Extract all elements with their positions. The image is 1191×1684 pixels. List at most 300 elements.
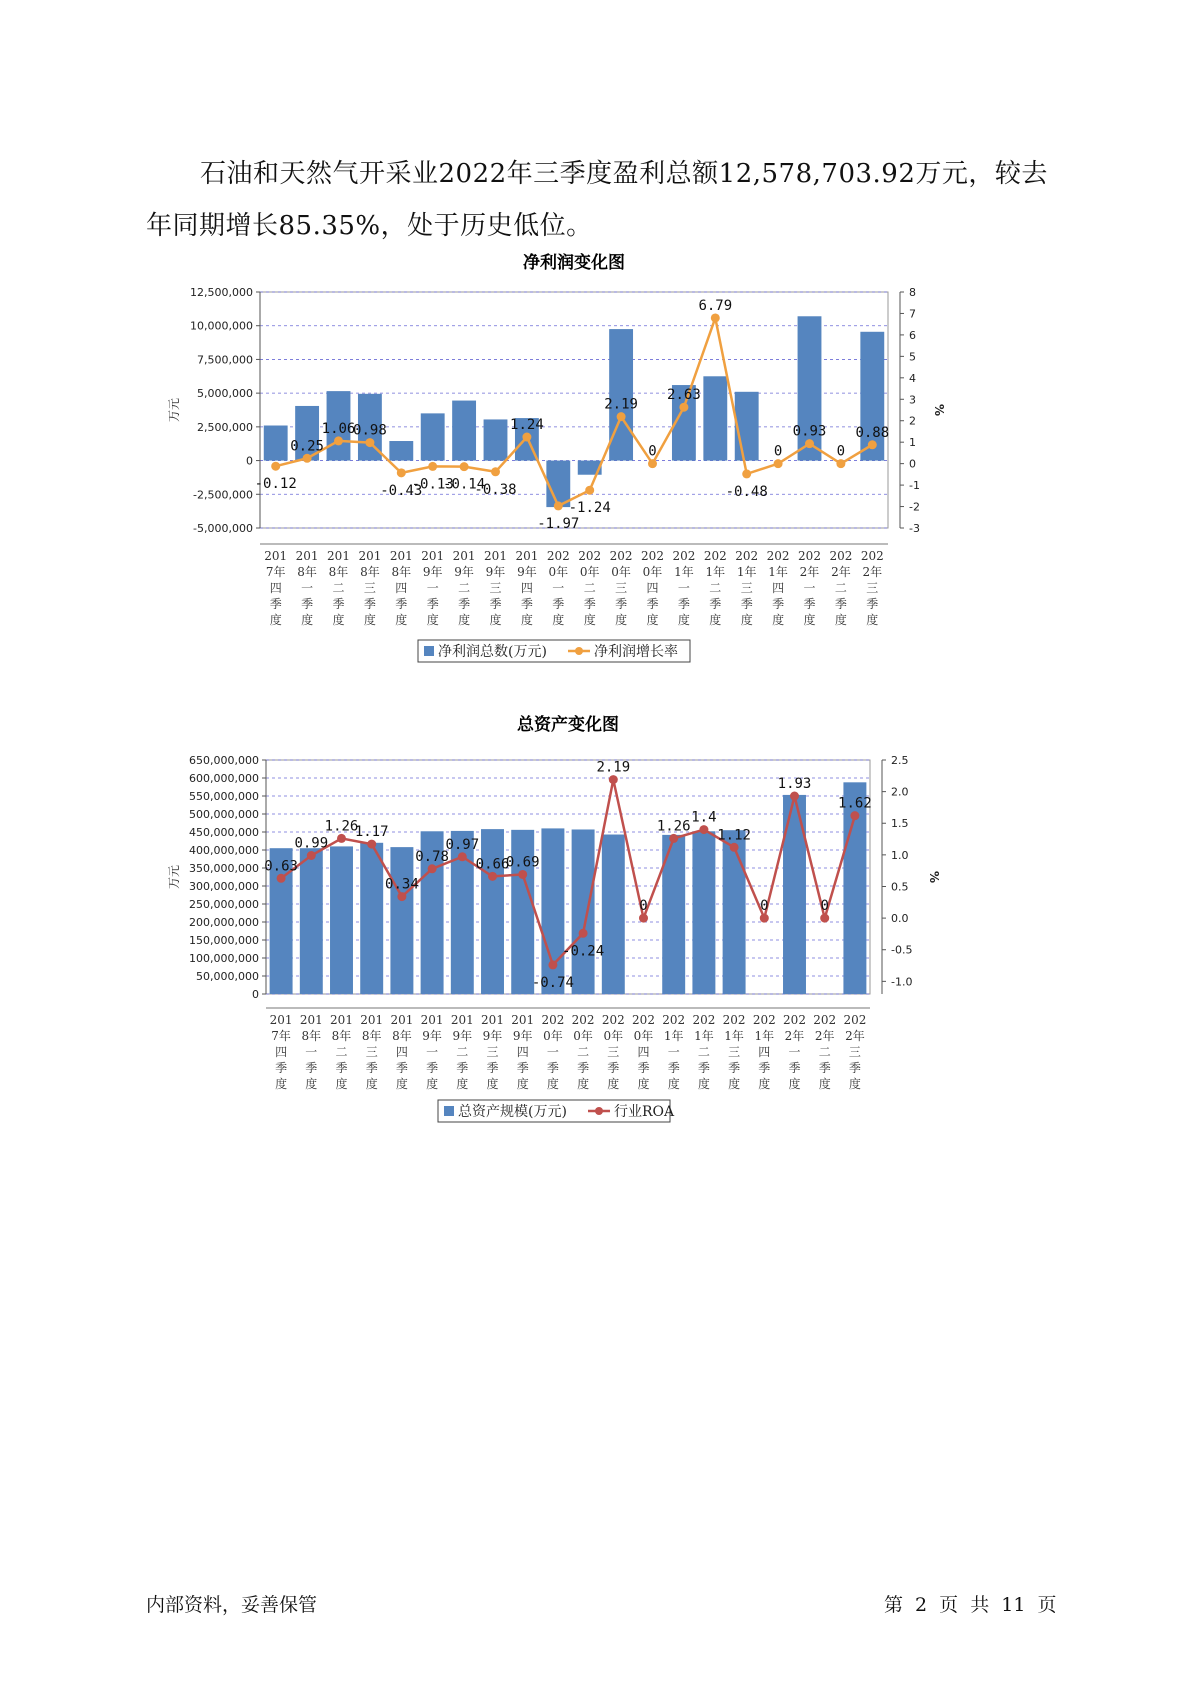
x-tick-label: 三 — [489, 581, 502, 595]
data-label: 0.98 — [353, 422, 387, 439]
data-label: -0.12 — [254, 476, 297, 493]
y-tick-label: 200,000,000 — [189, 916, 259, 929]
y2-tick-label: 2 — [909, 414, 916, 428]
x-tick-label: 度 — [458, 613, 471, 627]
x-tick-label: 三 — [866, 581, 879, 595]
x-tick-label: 202 — [641, 549, 664, 563]
bar — [546, 461, 570, 508]
x-tick-label: 四 — [520, 581, 533, 595]
bar — [452, 401, 476, 461]
x-tick-label: 一 — [301, 581, 314, 595]
y2-axis-label: % — [932, 403, 946, 417]
bar — [390, 847, 413, 994]
data-label: 0 — [820, 898, 829, 915]
x-tick-label: 2年 — [799, 565, 820, 579]
x-tick-label: 季 — [740, 597, 753, 611]
x-tick-label: 202 — [813, 1013, 837, 1027]
x-tick-label: 度 — [646, 613, 659, 627]
x-tick-label: 1年 — [724, 1029, 744, 1043]
x-tick-label: 8年 — [297, 565, 317, 579]
x-tick-label: 三 — [607, 1045, 620, 1059]
x-tick-label: 7年 — [271, 1029, 291, 1043]
x-tick-label: 201 — [515, 549, 539, 563]
x-tick-label: 四 — [758, 1045, 771, 1059]
y2-tick-label: -0.5 — [891, 943, 913, 957]
total-assets-chart-svg — [167, 715, 970, 1240]
y-tick-label: 600,000,000 — [189, 772, 259, 785]
x-tick-label: 二 — [458, 581, 471, 595]
x-tick-label: 度 — [363, 613, 376, 627]
y-tick-label: 12,500,000 — [190, 286, 253, 299]
line-point — [367, 840, 376, 849]
x-tick-label: 201 — [269, 1013, 293, 1027]
x-tick-label: 季 — [426, 597, 439, 611]
x-tick-label: 度 — [489, 613, 502, 627]
x-tick-label: 201 — [330, 1013, 353, 1027]
x-tick-label: 2年 — [862, 565, 883, 579]
data-label: 0 — [836, 443, 846, 460]
x-tick-label: 8年 — [361, 1029, 382, 1043]
x-tick-label: 201 — [420, 1013, 444, 1027]
line-point — [648, 459, 657, 468]
x-tick-label: 四 — [646, 581, 659, 595]
y-tick-label: 550,000,000 — [189, 790, 259, 803]
x-tick-label: 202 — [703, 549, 727, 563]
bar — [572, 829, 595, 994]
legend-bar-swatch — [444, 1106, 454, 1116]
data-label: 1.62 — [838, 795, 872, 812]
x-tick-label: 度 — [788, 1077, 801, 1091]
x-tick-label: 0年 — [642, 565, 663, 579]
line-point — [609, 775, 618, 784]
data-label: -1.97 — [537, 515, 580, 532]
x-tick-label: 季 — [520, 597, 533, 611]
y-tick-label: -5,000,000 — [193, 522, 253, 535]
line-point — [760, 914, 769, 923]
x-tick-label: 度 — [667, 1077, 680, 1091]
x-tick-label: 201 — [484, 549, 507, 563]
x-tick-label: 一 — [546, 1045, 559, 1059]
data-label: 0.78 — [415, 848, 449, 865]
total-assets-chart — [167, 715, 970, 1240]
data-label: 1.26 — [324, 818, 359, 835]
data-label: 0.34 — [385, 876, 419, 893]
x-tick-label: 度 — [803, 613, 816, 627]
y2-tick-label: -3 — [909, 522, 920, 535]
x-tick-label: 季 — [577, 1061, 590, 1075]
x-tick-label: 202 — [632, 1013, 655, 1027]
line-point — [518, 870, 527, 879]
line-point — [774, 459, 783, 468]
x-tick-label: 度 — [709, 613, 722, 627]
data-label: 1.06 — [321, 420, 356, 437]
x-tick-label: 季 — [458, 597, 471, 611]
x-tick-label: 8年 — [391, 565, 412, 579]
y2-tick-label: 2.5 — [891, 754, 909, 767]
y-tick-label: -2,500,000 — [193, 488, 253, 502]
legend-line-label: 净利润增长率 — [594, 644, 678, 660]
x-tick-label: 季 — [607, 1061, 620, 1075]
x-tick-label: 四 — [275, 1045, 288, 1059]
x-tick-label: 一 — [677, 581, 690, 595]
x-tick-label: 四 — [395, 1045, 408, 1059]
x-tick-label: 度 — [607, 1077, 620, 1091]
x-tick-label: 2年 — [831, 565, 851, 579]
x-tick-label: 度 — [552, 613, 565, 627]
x-tick-label: 202 — [662, 1013, 686, 1027]
line-point — [428, 462, 437, 471]
x-tick-label: 202 — [571, 1013, 595, 1027]
x-tick-label: 季 — [275, 1061, 288, 1075]
y2-tick-label: -1 — [909, 479, 920, 493]
data-label: 1.4 — [691, 809, 717, 826]
x-tick-label: 四 — [637, 1045, 650, 1059]
bar — [703, 376, 727, 460]
y-tick-label: 10,000,000 — [190, 319, 253, 333]
line-point — [699, 825, 708, 834]
x-tick-label: 8年 — [392, 1029, 412, 1043]
legend-bar-label: 总资产规模(万元) — [458, 1104, 567, 1120]
line-point — [579, 929, 588, 938]
x-tick-label: 1年 — [663, 1029, 684, 1043]
x-tick-label: 四 — [269, 581, 282, 595]
x-tick-label: 季 — [583, 597, 596, 611]
legend-bar-label: 净利润总数(万元) — [438, 644, 547, 660]
x-tick-label: 8年 — [328, 565, 349, 579]
x-tick-label: 度 — [728, 1077, 741, 1091]
x-tick-label: 一 — [667, 1045, 680, 1059]
bar — [330, 846, 353, 994]
data-label: 0.97 — [445, 836, 480, 853]
y-axis-label: 万元 — [167, 864, 181, 890]
y-tick-label: 450,000,000 — [189, 826, 259, 839]
x-tick-label: 0年 — [603, 1029, 624, 1043]
x-tick-label: 四 — [772, 581, 785, 595]
x-tick-label: 季 — [335, 1061, 348, 1075]
line-point — [730, 843, 739, 852]
line-point — [397, 892, 406, 901]
x-tick-label: 季 — [305, 1061, 318, 1075]
x-tick-label: 一 — [552, 581, 565, 595]
x-tick-label: 9年 — [512, 1029, 533, 1043]
y2-tick-label: 7 — [909, 307, 916, 321]
x-tick-label: 季 — [546, 1061, 559, 1075]
x-tick-label: 201 — [450, 1013, 474, 1027]
line-point — [617, 412, 626, 421]
data-label: 1.93 — [777, 776, 812, 793]
bar — [264, 426, 288, 461]
data-label: 0.66 — [475, 856, 510, 873]
line-point — [458, 852, 467, 861]
y2-tick-label: 2.0 — [891, 785, 909, 799]
x-tick-label: 202 — [860, 549, 884, 563]
x-tick-label: 度 — [486, 1077, 499, 1091]
x-tick-label: 201 — [421, 549, 445, 563]
line-point — [522, 433, 531, 442]
data-label: -0.74 — [531, 974, 574, 991]
x-tick-label: 一 — [426, 1045, 439, 1059]
line-point — [488, 872, 497, 881]
bar — [484, 419, 508, 460]
line-point — [805, 439, 814, 448]
x-tick-label: 9年 — [482, 1029, 503, 1043]
x-tick-label: 季 — [834, 597, 847, 611]
bar — [692, 831, 715, 994]
y2-tick-label: 8 — [909, 286, 916, 299]
plot-area — [260, 292, 888, 528]
data-label: 0 — [760, 898, 769, 915]
x-tick-label: 202 — [601, 1013, 625, 1027]
x-tick-label: 201 — [264, 549, 288, 563]
line-point — [460, 462, 469, 471]
x-tick-label: 二 — [697, 1045, 710, 1059]
x-tick-label: 202 — [578, 549, 602, 563]
bar — [389, 441, 413, 461]
x-tick-label: 三 — [363, 581, 376, 595]
y2-tick-label: 6 — [909, 328, 916, 342]
x-tick-label: 三 — [365, 1045, 378, 1059]
legend-bar-swatch — [424, 646, 434, 656]
y-tick-label: 100,000,000 — [189, 952, 259, 965]
data-label: 2.19 — [604, 396, 638, 413]
x-tick-label: 度 — [365, 1077, 378, 1091]
x-tick-label: 度 — [546, 1077, 559, 1091]
x-tick-label: 1年 — [705, 565, 726, 579]
data-label: 1.24 — [510, 417, 544, 434]
y2-axis-label: % — [927, 870, 941, 884]
legend-line-label: 行业ROA — [614, 1104, 675, 1120]
chart-title: 总资产变化图 — [517, 715, 619, 735]
x-tick-label: 度 — [516, 1077, 529, 1091]
x-tick-label: 三 — [615, 581, 628, 595]
footer-confidential: 内部资料，妥善保管 — [146, 1594, 318, 1616]
x-tick-label: 0年 — [579, 565, 600, 579]
x-tick-label: 度 — [677, 613, 690, 627]
data-label: -0.48 — [725, 483, 768, 500]
x-tick-label: 度 — [395, 613, 408, 627]
footer-page-number: 第 2 页 共 11 页 — [884, 1594, 1057, 1616]
x-tick-label: 度 — [395, 1077, 408, 1091]
data-label: 2.63 — [667, 387, 701, 404]
x-tick-label: 季 — [456, 1061, 469, 1075]
y-tick-label: 150,000,000 — [189, 934, 259, 947]
x-tick-label: 度 — [577, 1077, 590, 1091]
data-label: 0.93 — [792, 423, 827, 440]
x-tick-label: 季 — [818, 1061, 831, 1075]
y-tick-label: 0 — [246, 454, 253, 468]
x-tick-label: 202 — [829, 549, 853, 563]
x-tick-label: 季 — [866, 597, 879, 611]
x-tick-label: 1年 — [768, 565, 788, 579]
x-tick-label: 202 — [798, 549, 821, 563]
line-point — [790, 792, 799, 801]
x-tick-label: 季 — [803, 597, 816, 611]
x-tick-label: 度 — [426, 613, 439, 627]
line-point — [334, 436, 343, 445]
x-tick-label: 0年 — [573, 1029, 593, 1043]
x-tick-label: 2年 — [814, 1029, 835, 1043]
x-tick-label: 0年 — [548, 565, 569, 579]
y2-tick-label: -1.0 — [891, 975, 913, 989]
line-point — [337, 834, 346, 843]
x-tick-label: 季 — [332, 597, 345, 611]
y-tick-label: 500,000,000 — [189, 808, 259, 821]
x-tick-label: 季 — [728, 1061, 741, 1075]
line-point — [669, 834, 678, 843]
x-tick-label: 三 — [728, 1045, 741, 1059]
net-profit-chart — [167, 253, 970, 722]
line-point — [303, 454, 312, 463]
x-tick-label: 度 — [758, 1077, 771, 1091]
x-tick-label: 8年 — [301, 1029, 322, 1043]
x-tick-label: 0年 — [611, 565, 631, 579]
y2-tick-label: 1.5 — [891, 817, 909, 831]
x-tick-label: 季 — [552, 597, 565, 611]
data-label: 0.69 — [505, 854, 540, 871]
line-point — [820, 914, 829, 923]
x-tick-label: 度 — [834, 613, 847, 627]
x-tick-label: 度 — [520, 613, 533, 627]
x-tick-label: 二 — [577, 1045, 590, 1059]
line-point — [836, 459, 845, 468]
x-tick-label: 季 — [848, 1061, 861, 1075]
data-label: 2.19 — [596, 759, 631, 776]
x-tick-label: 一 — [803, 581, 816, 595]
x-tick-label: 度 — [275, 1077, 288, 1091]
y2-tick-label: 5 — [909, 350, 916, 364]
x-tick-label: 四 — [395, 581, 408, 595]
bar — [609, 329, 633, 460]
x-tick-label: 季 — [395, 597, 408, 611]
x-tick-label: 9年 — [454, 565, 474, 579]
x-tick-label: 季 — [426, 1061, 439, 1075]
x-tick-label: 202 — [672, 549, 696, 563]
x-tick-label: 201 — [299, 1013, 323, 1027]
x-tick-label: 201 — [511, 1013, 535, 1027]
x-tick-label: 度 — [583, 613, 596, 627]
x-tick-label: 201 — [327, 549, 350, 563]
x-tick-label: 度 — [335, 1077, 348, 1091]
data-label: -0.38 — [474, 481, 517, 498]
legend-line-marker — [595, 1107, 603, 1115]
x-tick-label: 度 — [301, 613, 314, 627]
x-tick-label: 201 — [295, 549, 319, 563]
x-tick-label: 202 — [735, 549, 759, 563]
y2-tick-label: 1.0 — [891, 848, 909, 862]
x-tick-label: 2年 — [784, 1029, 805, 1043]
x-tick-label: 二 — [332, 581, 345, 595]
x-tick-label: 2年 — [845, 1029, 865, 1043]
x-tick-label: 1年 — [754, 1029, 775, 1043]
x-tick-label: 8年 — [331, 1029, 352, 1043]
x-tick-label: 201 — [481, 1013, 504, 1027]
line-point — [850, 811, 859, 820]
legend-line-marker — [575, 647, 583, 655]
x-tick-label: 202 — [766, 549, 790, 563]
x-tick-label: 9年 — [422, 1029, 442, 1043]
line-point — [428, 864, 437, 873]
x-tick-label: 三 — [740, 581, 753, 595]
x-tick-label: 201 — [452, 549, 476, 563]
x-tick-label: 1年 — [736, 565, 757, 579]
data-label: 0 — [639, 898, 648, 915]
line-point — [277, 874, 286, 883]
line-point — [491, 467, 500, 476]
y2-tick-label: -2 — [909, 500, 920, 514]
x-tick-label: 三 — [486, 1045, 499, 1059]
data-label: -1.24 — [568, 500, 611, 517]
x-tick-label: 202 — [541, 1013, 565, 1027]
net-profit-chart-svg — [167, 253, 970, 722]
y-tick-label: 2,500,000 — [197, 420, 253, 434]
x-tick-label: 202 — [609, 549, 633, 563]
y2-tick-label: 1 — [909, 436, 916, 450]
x-tick-label: 度 — [697, 1077, 710, 1091]
x-tick-label: 度 — [332, 613, 345, 627]
x-tick-label: 度 — [426, 1077, 439, 1091]
x-tick-label: 度 — [866, 613, 879, 627]
y-tick-label: 5,000,000 — [197, 387, 253, 401]
x-tick-label: 季 — [758, 1061, 771, 1075]
y-tick-label: 400,000,000 — [189, 844, 259, 857]
line-point — [365, 438, 374, 447]
line-point — [868, 440, 877, 449]
x-tick-label: 二 — [818, 1045, 831, 1059]
x-tick-label: 度 — [818, 1077, 831, 1091]
x-tick-label: 二 — [335, 1045, 348, 1059]
x-tick-label: 202 — [546, 549, 570, 563]
x-tick-label: 201 — [358, 549, 382, 563]
line-point — [585, 486, 594, 495]
x-tick-label: 季 — [637, 1061, 650, 1075]
x-tick-label: 季 — [667, 1061, 680, 1075]
x-tick-label: 度 — [269, 613, 282, 627]
x-tick-label: 二 — [834, 581, 847, 595]
x-tick-label: 202 — [843, 1013, 867, 1027]
x-tick-label: 季 — [615, 597, 628, 611]
x-tick-label: 季 — [709, 597, 722, 611]
x-tick-label: 一 — [305, 1045, 318, 1059]
x-tick-label: 度 — [848, 1077, 861, 1091]
y-axis-label: 万元 — [167, 397, 181, 423]
x-tick-label: 季 — [365, 1061, 378, 1075]
data-label: -0.14 — [443, 476, 486, 493]
x-tick-label: 季 — [395, 1061, 408, 1075]
data-label: 0 — [773, 443, 783, 460]
x-tick-label: 1年 — [674, 565, 694, 579]
x-tick-label: 季 — [772, 597, 785, 611]
x-tick-label: 一 — [426, 581, 439, 595]
bar — [421, 413, 445, 460]
line-point — [554, 501, 563, 510]
data-label: 1.26 — [656, 818, 691, 835]
bar — [300, 848, 323, 994]
x-tick-label: 度 — [740, 613, 753, 627]
x-tick-label: 度 — [456, 1077, 469, 1091]
x-tick-label: 度 — [772, 613, 785, 627]
y2-tick-label: 0 — [909, 457, 916, 471]
y2-tick-label: 4 — [909, 371, 916, 385]
y-tick-label: 650,000,000 — [189, 754, 259, 767]
x-tick-label: 0年 — [543, 1029, 563, 1043]
x-tick-label: 7年 — [265, 565, 286, 579]
data-label: 0.63 — [264, 858, 298, 875]
x-tick-label: 202 — [692, 1013, 716, 1027]
bar — [360, 843, 383, 994]
x-tick-label: 季 — [489, 597, 502, 611]
x-tick-label: 一 — [788, 1045, 801, 1059]
x-tick-label: 季 — [788, 1061, 801, 1075]
